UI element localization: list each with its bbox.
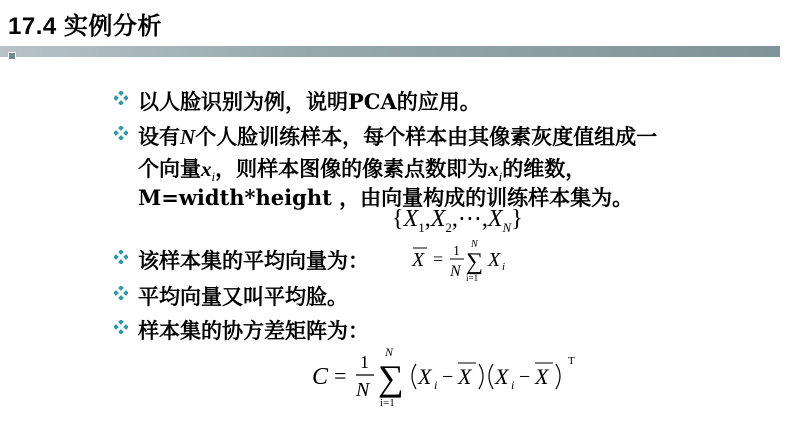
sum-lower-limit: i=1 <box>380 397 395 409</box>
diamond-cluster-icon <box>114 320 128 334</box>
text-fragment: 个人脸训练样本，每个样本由其像素灰度值组成一 <box>195 124 658 149</box>
diamond-cluster-icon <box>114 250 128 264</box>
cov-subscript: i <box>434 378 438 392</box>
math-subscript: i <box>498 169 503 185</box>
slide-title: 17.4 实例分析 <box>8 13 162 40</box>
math-subscript: 1 <box>418 219 425 235</box>
text-fragment: 个向量 <box>138 156 201 181</box>
bullet-item-1: 以人脸识别为例，说明PCA的应用。 <box>138 89 481 114</box>
cov-subscript: i <box>511 378 515 392</box>
math-var-X: X <box>430 206 446 232</box>
bullet-item-4: 平均向量又叫平均脸。 <box>138 284 348 309</box>
cov-lhs: C <box>312 364 329 390</box>
math-var-N: N <box>180 125 196 149</box>
math-var-x: x <box>201 157 212 181</box>
formula-covariance-matrix <box>308 342 588 412</box>
bullet-item-5: 样本集的协方差矩阵为： <box>138 318 369 343</box>
formula-training-set <box>392 204 523 236</box>
formula-mean-vector <box>408 236 518 284</box>
bullet-item-2-line-2 <box>138 153 586 185</box>
math-subscript: N <box>502 219 512 235</box>
title-rule-accent <box>8 52 16 60</box>
math-var-x: x <box>488 157 499 181</box>
brace-close: } <box>511 206 523 232</box>
cov-X-bar: X <box>535 364 549 389</box>
minus-sign: − <box>519 366 531 388</box>
comma: , <box>451 206 458 232</box>
sum-lower-limit: i=1 <box>466 273 479 283</box>
fraction-numerator: 1 <box>360 352 369 372</box>
sum-upper-limit: N <box>385 345 394 359</box>
transpose-superscript: T <box>568 355 575 367</box>
math-var-X: X <box>403 206 419 232</box>
brace-open: { <box>392 206 404 232</box>
mean-term-subscript: i <box>502 261 506 273</box>
equals-sign: = <box>433 249 444 269</box>
cov-X: X <box>495 364 509 389</box>
sum-symbol: ∑ <box>378 358 404 398</box>
sum-upper-limit: N <box>471 239 478 250</box>
text-fragment: 设有 <box>138 124 180 149</box>
fraction-denominator: N <box>356 379 370 401</box>
comma: , <box>424 206 431 232</box>
math-var-X: X <box>487 206 503 232</box>
mean-lhs: X <box>412 249 425 271</box>
fraction-denominator: N <box>450 263 461 280</box>
diamond-cluster-icon <box>114 91 128 105</box>
cov-X: X <box>418 364 432 389</box>
comma: , <box>481 206 488 232</box>
bullet-item-2-line-3: M=width*height ，由向量构成的训练样本集为。 <box>138 185 634 210</box>
text-fragment: ，则样本图像的像素点数即为 <box>215 156 489 181</box>
fraction-numerator: 1 <box>453 244 460 259</box>
minus-sign: − <box>442 366 454 388</box>
sum-symbol: ∑ <box>466 249 484 275</box>
bullet-item-3: 该样本集的平均向量为： <box>138 248 369 273</box>
cov-X-bar: X <box>458 364 472 389</box>
mean-term: X <box>488 249 501 271</box>
diamond-cluster-icon <box>114 126 128 140</box>
ellipsis: ⋯ <box>457 206 482 232</box>
math-subscript: 2 <box>445 219 452 235</box>
bullet-item-2-line-1 <box>138 121 657 151</box>
diamond-cluster-icon <box>114 286 128 300</box>
equals-sign: = <box>334 363 347 388</box>
math-subscript: i <box>211 169 216 185</box>
title-rule <box>0 46 780 57</box>
text-fragment: 的维数， <box>502 156 587 181</box>
